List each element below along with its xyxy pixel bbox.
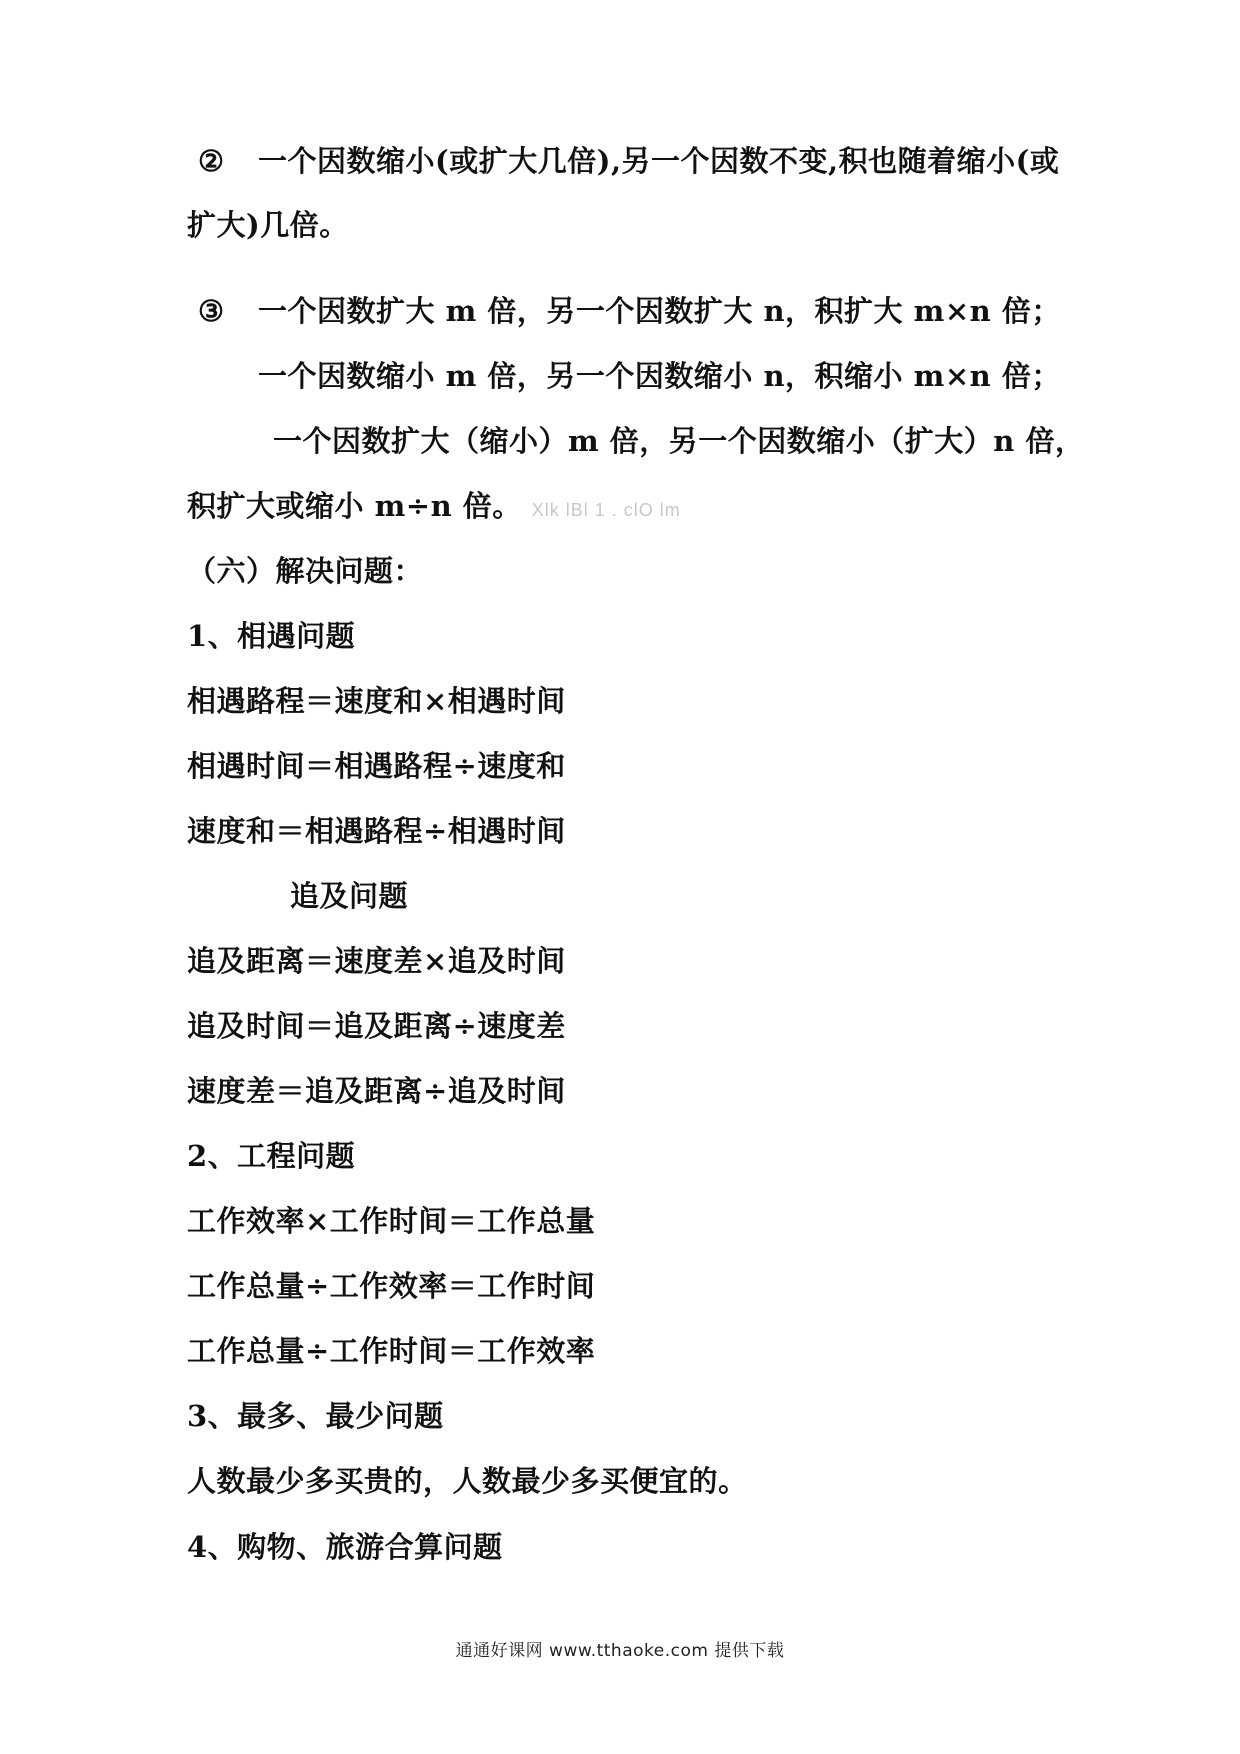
work-heading: 2、工程问题 bbox=[187, 1139, 356, 1173]
rule-2-line-1 bbox=[198, 141, 1059, 181]
meeting-formula-1: 相遇路程＝速度和×相遇时间 bbox=[187, 684, 566, 718]
most-least-heading: 3、最多、最少问题 bbox=[187, 1399, 444, 1433]
rule-2-line-2: 扩大)几倍。 bbox=[187, 208, 349, 242]
shopping-heading: 4、购物、旅游合算问题 bbox=[187, 1530, 503, 1564]
rule-3-line-2: 一个因数缩小 m 倍，另一个因数缩小 n，积缩小 m×n 倍； bbox=[258, 359, 1061, 393]
footer-text: 通通好课网 www.tthaoke.com 提供下载 bbox=[455, 1641, 785, 1661]
rule-3-marker: ③ bbox=[198, 294, 225, 328]
rule-3-line-4-text: 积扩大或缩小 m÷n 倍。 bbox=[187, 489, 522, 523]
most-least-text: 人数最少多买贵的，人数最少多买便宜的。 bbox=[187, 1464, 748, 1498]
rule-3-text: 一个因数扩大 m 倍，另一个因数扩大 n，积扩大 m×n 倍； bbox=[258, 294, 1061, 328]
work-formula-2: 工作总量÷工作效率＝工作时间 bbox=[187, 1269, 596, 1303]
rule-3-line-3: 一个因数扩大（缩小）m 倍，另一个因数缩小（扩大）n 倍， bbox=[273, 424, 1085, 458]
meeting-formula-3: 速度和＝相遇路程÷相遇时间 bbox=[187, 814, 566, 848]
work-formula-3: 工作总量÷工作时间＝工作效率 bbox=[187, 1334, 596, 1368]
rule-3-line-1 bbox=[198, 291, 1061, 331]
watermark-text: Xlk lBl 1 . clO lm bbox=[531, 500, 681, 520]
chase-formula-1: 追及距离＝速度差×追及时间 bbox=[187, 944, 566, 978]
chase-formula-2: 追及时间＝追及距离÷速度差 bbox=[187, 1009, 566, 1043]
section-title: （六）解决问题： bbox=[187, 554, 424, 588]
rule-3-line-4 bbox=[187, 486, 681, 530]
rule-2-text: 一个因数缩小(或扩大几倍),另一个因数不变,积也随着缩小(或 bbox=[258, 144, 1060, 178]
chase-heading: 追及问题 bbox=[290, 879, 409, 913]
rule-2-marker: ② bbox=[198, 144, 225, 178]
chase-formula-3: 速度差＝追及距离÷追及时间 bbox=[187, 1074, 566, 1108]
work-formula-1: 工作效率×工作时间＝工作总量 bbox=[187, 1204, 596, 1238]
meeting-heading: 1、相遇问题 bbox=[187, 619, 356, 653]
meeting-formula-2: 相遇时间＝相遇路程÷速度和 bbox=[187, 749, 566, 783]
